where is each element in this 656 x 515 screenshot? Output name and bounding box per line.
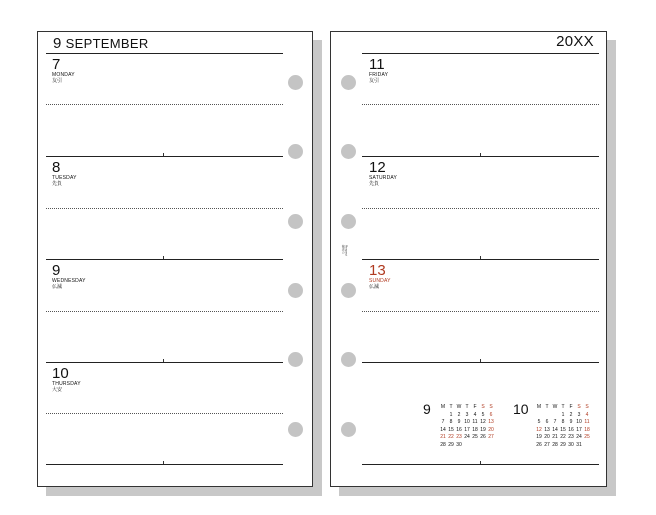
- mini-calendar-day: 20: [488, 426, 494, 433]
- day-number: 13: [369, 262, 386, 279]
- mini-calendar-day: 13: [488, 419, 494, 425]
- mini-calendar-weekday: S: [481, 404, 485, 410]
- mini-calendar-grid: [439, 405, 495, 449]
- mini-calendar-day: 16: [456, 426, 462, 433]
- mini-calendar-weekday: F: [473, 404, 477, 410]
- day-rokuyo: 大安: [52, 387, 63, 393]
- month-header: [53, 35, 149, 52]
- header-rule: [362, 53, 599, 54]
- mini-calendar-day: [551, 413, 559, 419]
- mini-calendar-day: 4: [585, 411, 589, 418]
- mini-calendar-weekday: S: [585, 404, 589, 410]
- day-midline: [362, 311, 599, 312]
- mini-calendar-day: 21: [440, 434, 446, 440]
- header-rule: [46, 53, 283, 54]
- mini-calendar-day: 18: [584, 426, 590, 433]
- day-rokuyo: 仏滅: [52, 284, 63, 290]
- day-number: 11: [369, 56, 385, 73]
- mini-calendar-day: [439, 413, 447, 419]
- day-divider: [362, 362, 599, 363]
- mini-calendar-day: 13: [544, 426, 550, 433]
- mini-calendar-day: 19: [480, 426, 486, 433]
- day-midline: [46, 311, 283, 312]
- mini-calendar-day: 19: [536, 434, 542, 440]
- mini-calendar-day: 1: [449, 411, 453, 418]
- mini-calendar-day: [463, 443, 471, 449]
- tick-mark: [163, 153, 164, 156]
- mini-calendar-day: 23: [456, 434, 462, 440]
- mini-calendar-day: 6: [545, 419, 549, 425]
- mini-calendar-day: [479, 443, 487, 449]
- mini-calendar-weekday: M: [440, 404, 446, 410]
- side-note-en: Respect: [344, 245, 349, 257]
- mini-calendar-day: 27: [488, 434, 494, 440]
- binder-hole: [288, 283, 303, 298]
- right-page: [330, 31, 607, 487]
- mini-calendar-day: 2: [457, 411, 461, 418]
- mini-calendar-weekday: M: [536, 404, 542, 410]
- mini-calendar-day: 14: [552, 426, 558, 433]
- mini-calendar-weekday: T: [545, 404, 549, 410]
- mini-calendar-month: 9: [423, 401, 431, 417]
- day-block-12: [369, 160, 397, 187]
- mini-calendar-weekday: T: [465, 404, 469, 410]
- mini-calendar-day: 15: [560, 426, 566, 433]
- day-midline: [362, 104, 599, 105]
- mini-calendar-day: 11: [584, 419, 590, 425]
- mini-calendar-day: 3: [465, 411, 469, 418]
- day-number: 12: [369, 159, 386, 176]
- mini-calendar-weekday: S: [489, 404, 493, 410]
- day-midline: [46, 413, 283, 414]
- day-block-11: [369, 57, 388, 84]
- mini-calendar-weekday: T: [561, 404, 565, 410]
- day-midline: [46, 208, 283, 209]
- day-midline: [46, 104, 283, 105]
- mini-calendar-day: 5: [537, 419, 541, 425]
- day-block-7: [52, 57, 75, 84]
- day-divider: [362, 259, 599, 260]
- mini-calendar-day: 24: [464, 434, 470, 440]
- mini-calendar-day: 3: [577, 411, 581, 418]
- binder-hole: [341, 214, 356, 229]
- day-rokuyo: 仏滅: [369, 284, 380, 290]
- mini-calendar-weekday: T: [449, 404, 453, 410]
- day-midline: [362, 208, 599, 209]
- mini-calendar-day: 6: [489, 411, 493, 418]
- day-weekday: TUESDAY: [52, 175, 77, 181]
- tick-mark: [163, 461, 164, 464]
- mini-calendar-day: [487, 443, 495, 449]
- day-rokuyo: 友引: [369, 78, 380, 84]
- day-divider: [46, 156, 283, 157]
- tick-mark: [163, 359, 164, 362]
- mini-calendar-day: 20: [544, 434, 550, 440]
- mini-calendar-day: 21: [552, 434, 558, 440]
- mini-calendar-day: 26: [536, 441, 542, 448]
- mini-calendar-day: 16: [568, 426, 574, 433]
- mini-calendar-day: 2: [569, 411, 573, 418]
- mini-calendar-day: 4: [473, 411, 477, 418]
- mini-calendar-day: 11: [472, 419, 478, 425]
- day-block-10: [52, 366, 81, 393]
- mini-calendar-day: 28: [440, 441, 446, 448]
- binder-hole: [341, 352, 356, 367]
- mini-calendar-day: 26: [480, 434, 486, 440]
- mini-calendar-day: [543, 413, 551, 419]
- binder-hole: [288, 144, 303, 159]
- binder-hole: [288, 422, 303, 437]
- day-block-13: [369, 263, 391, 290]
- mini-calendar-grid: [535, 405, 591, 449]
- holiday-side-note: [341, 245, 348, 256]
- binder-hole: [341, 75, 356, 90]
- day-divider: [46, 464, 283, 465]
- day-divider: [362, 464, 599, 465]
- mini-calendar-day: 17: [576, 426, 582, 433]
- mini-calendar-day: 30: [456, 441, 462, 448]
- mini-calendar-day: 25: [584, 434, 590, 440]
- binder-hole: [288, 214, 303, 229]
- day-block-9: [52, 263, 86, 290]
- tick-mark: [480, 256, 481, 259]
- day-divider: [46, 362, 283, 363]
- day-weekday: THURSDAY: [52, 381, 81, 387]
- mini-calendar-day: 10: [464, 419, 470, 425]
- tick-mark: [163, 256, 164, 259]
- month-number: 9: [53, 35, 62, 52]
- mini-calendar-weekday: S: [577, 404, 581, 410]
- mini-calendar-day: 12: [536, 426, 542, 433]
- mini-calendar-day: 17: [464, 426, 470, 433]
- mini-calendar-month: 10: [513, 401, 529, 417]
- day-weekday: MONDAY: [52, 72, 75, 78]
- day-rokuyo: 先負: [369, 181, 380, 187]
- mini-calendar-day: 31: [576, 441, 582, 448]
- mini-calendar-day: 9: [457, 419, 461, 425]
- mini-calendar-weekday: W: [456, 404, 462, 410]
- mini-calendar-day: 25: [472, 434, 478, 440]
- mini-calendar-day: 23: [568, 434, 574, 440]
- mini-calendar-day: 1: [561, 411, 565, 418]
- mini-calendar-day: 12: [480, 419, 486, 425]
- day-block-8: [52, 160, 77, 187]
- mini-calendar-day: 8: [449, 419, 453, 425]
- day-number: 8: [52, 159, 61, 176]
- left-page: [37, 31, 313, 487]
- year-header: 20XX: [556, 33, 594, 50]
- binder-hole: [341, 144, 356, 159]
- day-number: 9: [52, 262, 61, 279]
- mini-calendar-day: 28: [552, 441, 558, 448]
- mini-calendar-day: 29: [560, 441, 566, 448]
- mini-calendar-day: 27: [544, 441, 550, 448]
- mini-calendar-day: 10: [576, 419, 582, 425]
- day-weekday: FRIDAY: [369, 72, 389, 78]
- side-note-ja: 敬老の: [341, 245, 346, 254]
- tick-mark: [480, 359, 481, 362]
- mini-calendar-day: 30: [568, 441, 574, 448]
- tick-mark: [480, 153, 481, 156]
- binder-hole: [341, 422, 356, 437]
- mini-calendar-day: 8: [561, 419, 565, 425]
- tick-mark: [480, 461, 481, 464]
- day-weekday: SATURDAY: [369, 175, 398, 181]
- mini-calendar-day: 14: [440, 426, 446, 433]
- day-number: 7: [52, 56, 61, 73]
- mini-calendar-day: 22: [560, 434, 566, 440]
- day-rokuyo: 先負: [52, 181, 63, 187]
- day-weekday: WEDNESDAY: [52, 278, 86, 284]
- mini-calendar-day: 7: [441, 419, 445, 425]
- day-divider: [362, 156, 599, 157]
- mini-calendar-day: 7: [553, 419, 557, 425]
- mini-calendar-day: 18: [472, 426, 478, 433]
- mini-calendar-day: 5: [481, 411, 485, 418]
- mini-calendar-day: 15: [448, 426, 454, 433]
- mini-calendar-weekday: W: [552, 404, 558, 410]
- mini-calendar-day: [535, 413, 543, 419]
- month-name: SEPTEMBER: [65, 36, 149, 51]
- binder-hole: [288, 352, 303, 367]
- mini-calendar-day: 24: [576, 434, 582, 440]
- mini-calendar-day: [583, 443, 591, 449]
- day-rokuyo: 友引: [52, 78, 63, 84]
- binder-hole: [341, 283, 356, 298]
- mini-calendar-day: 29: [448, 441, 454, 448]
- mini-calendar-day: 22: [448, 434, 454, 440]
- binder-hole: [288, 75, 303, 90]
- day-divider: [46, 259, 283, 260]
- mini-calendar-weekday: F: [569, 404, 573, 410]
- day-number: 10: [52, 365, 69, 382]
- mini-calendar-day: 9: [569, 419, 573, 425]
- day-weekday: SUNDAY: [369, 278, 391, 284]
- mini-calendar-day: [471, 443, 479, 449]
